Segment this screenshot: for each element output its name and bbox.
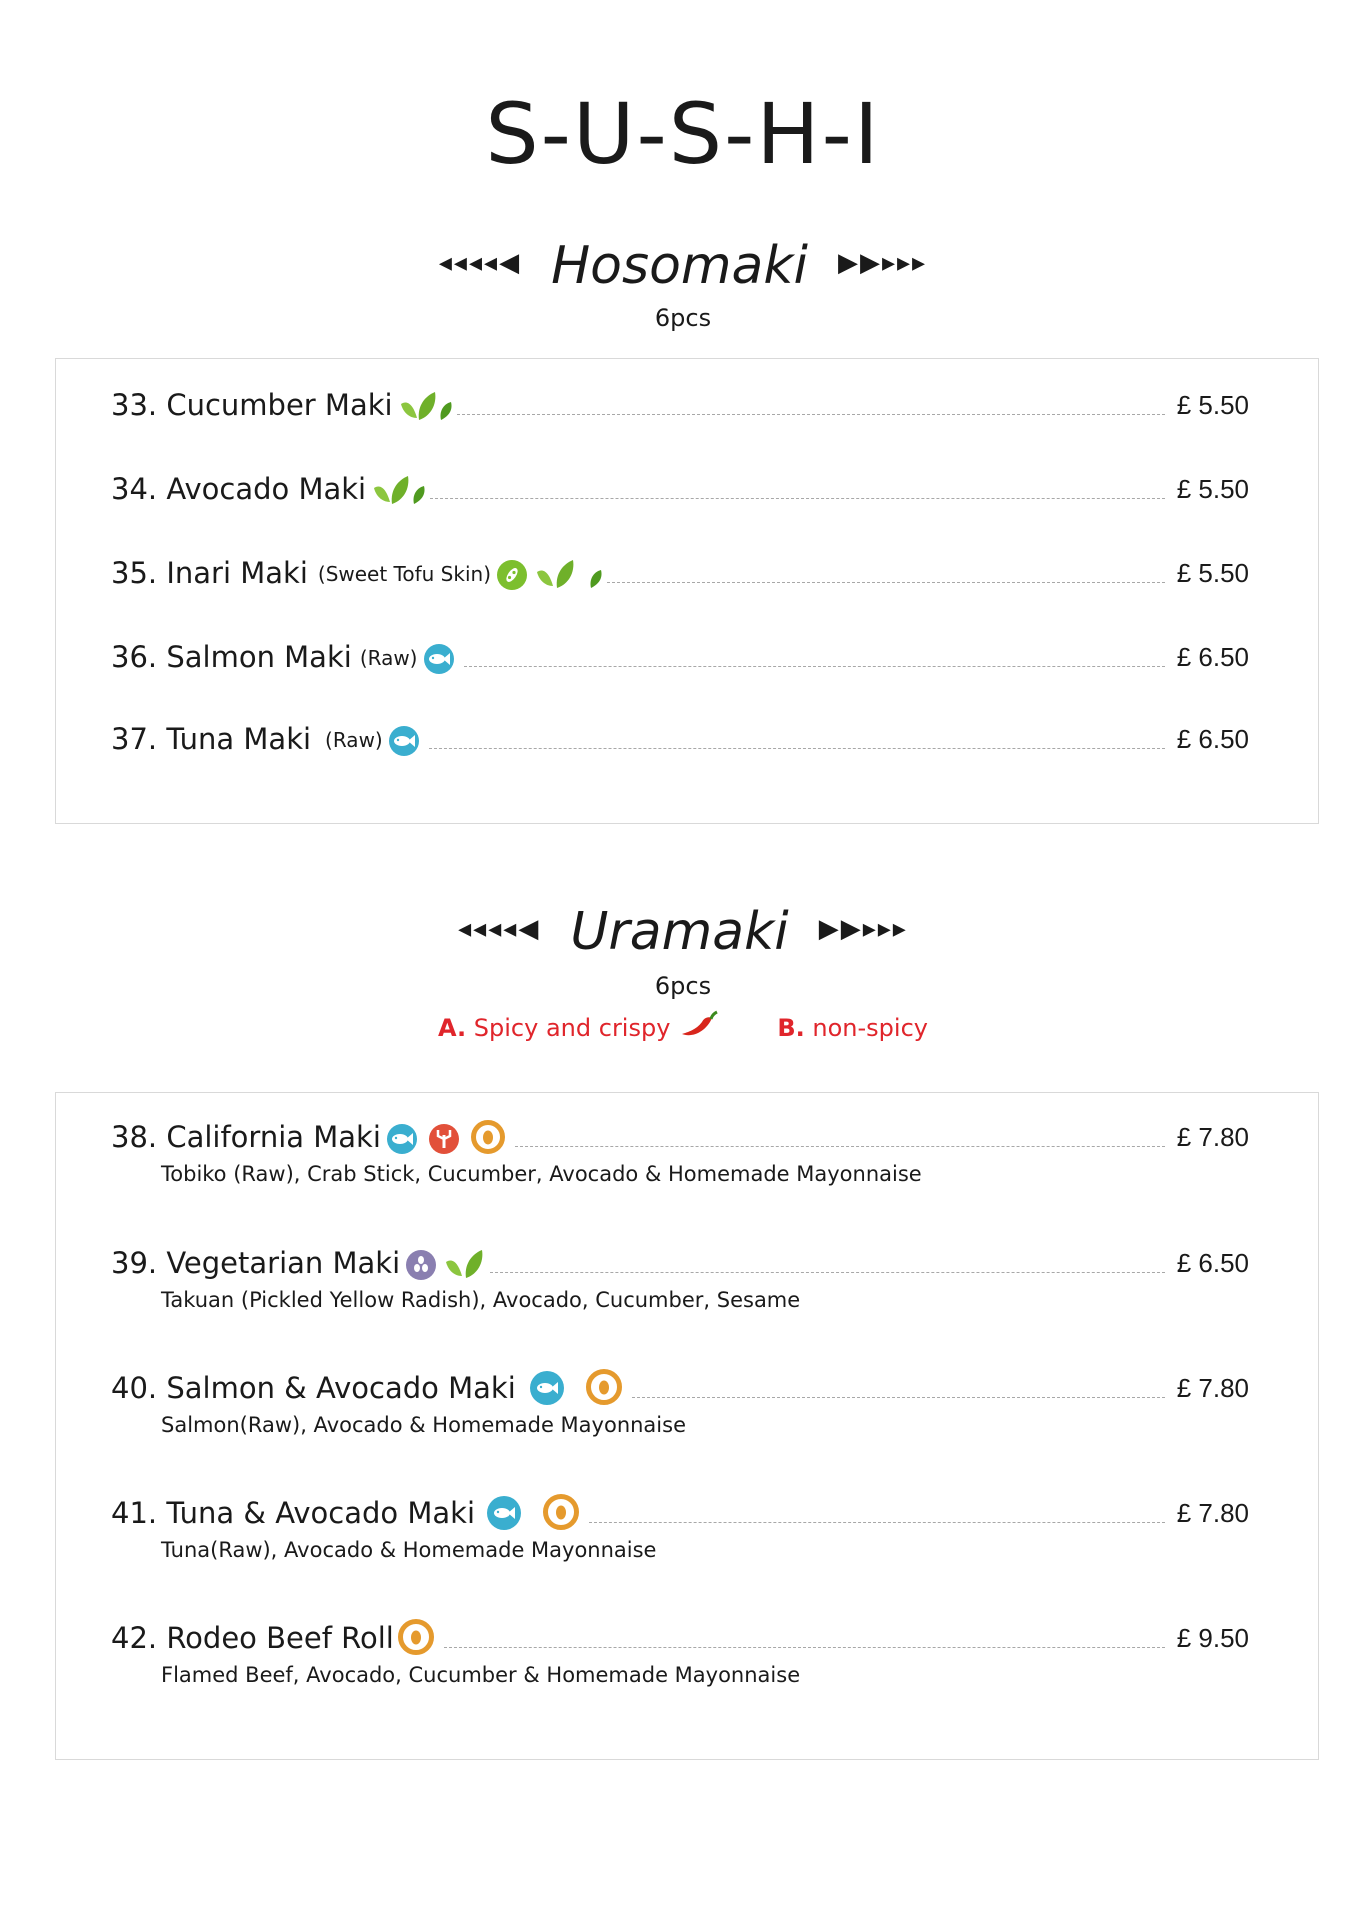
egg-icon <box>543 1494 579 1530</box>
leader-dots <box>464 666 1165 667</box>
fish-icon <box>424 644 454 674</box>
leader-dots <box>444 1647 1165 1648</box>
leader-dots <box>490 1272 1165 1273</box>
arrows-right-icon: ▶▶▸▸▸ <box>837 248 928 278</box>
item-price: £ 7.80 <box>1176 1498 1249 1528</box>
fish-icon <box>387 1124 417 1154</box>
item-price: £ 5.50 <box>1176 558 1249 588</box>
item-price: £ 6.50 <box>1176 642 1249 672</box>
fish-icon <box>487 1496 521 1530</box>
leader-dots <box>607 582 1165 583</box>
uramaki-title: Uramaki <box>570 902 789 962</box>
leaf-icon <box>533 558 603 590</box>
item-description: Tuna(Raw), Avocado & Homemade Mayonnaise <box>161 1538 657 1562</box>
item-name: 38. California Maki <box>111 1120 381 1154</box>
fish-icon <box>389 726 419 756</box>
arrows-right-icon: ▶▶▸▸▸ <box>818 914 908 944</box>
leader-dots <box>430 498 1165 499</box>
arrows-left-icon: ◂◂◂◂◀ <box>438 248 522 278</box>
uramaki-pcs: 6pcs <box>654 972 712 1000</box>
arrows-left-icon: ◂◂◂◂◀ <box>458 914 541 944</box>
item-description: Flamed Beef, Avocado, Cucumber & Homemade Mayonnaise <box>161 1663 801 1687</box>
leader-dots <box>429 748 1165 749</box>
item-name: 36. Salmon Maki <box>111 640 352 674</box>
egg-icon <box>471 1120 505 1154</box>
egg-icon <box>586 1369 622 1405</box>
leaf-icon <box>442 1248 486 1280</box>
item-price: £ 5.50 <box>1176 390 1249 420</box>
leaf-icon <box>399 390 453 422</box>
item-price: £ 7.80 <box>1176 1122 1249 1152</box>
item-name: 37. Tuna Maki <box>111 722 312 756</box>
legend-b-text: non-spicy <box>812 1014 928 1042</box>
item-name: 40. Salmon & Avocado Maki <box>111 1371 516 1405</box>
shellfish-icon <box>429 1124 459 1154</box>
item-price: £ 5.50 <box>1176 474 1249 504</box>
item-name: 35. Inari Maki <box>111 556 308 590</box>
item-note: (Raw) <box>359 646 418 670</box>
soy-icon <box>497 560 527 590</box>
item-description: Takuan (Pickled Yellow Radish), Avocado, Cucumber, Sesame <box>161 1288 801 1312</box>
item-name: 42. Rodeo Beef Roll <box>111 1621 394 1655</box>
legend-a-text: Spicy and crispy <box>473 1014 671 1042</box>
item-name: 34. Avocado Maki <box>111 472 367 506</box>
item-name: 39. Vegetarian Maki <box>111 1246 401 1280</box>
item-name: 41. Tuna & Avocado Maki <box>111 1496 476 1530</box>
hosomaki-heading <box>0 236 1366 296</box>
leader-dots <box>515 1146 1165 1147</box>
item-price: £ 6.50 <box>1176 724 1249 754</box>
hosomaki-title: Hosomaki <box>551 236 808 296</box>
sesame-icon <box>406 1250 436 1280</box>
leaf-icon <box>372 474 426 506</box>
fish-icon <box>530 1371 564 1405</box>
leader-dots <box>589 1522 1165 1523</box>
leader-dots <box>457 414 1165 415</box>
leader-dots <box>632 1397 1165 1398</box>
legend-a-letter: A. <box>438 1014 467 1042</box>
item-name: 33. Cucumber Maki <box>111 388 393 422</box>
item-note: (Sweet Tofu Skin) <box>317 562 491 586</box>
item-description: Salmon(Raw), Avocado & Homemade Mayonnaise <box>161 1413 686 1437</box>
legend-b-letter: B. <box>777 1014 805 1042</box>
item-price: £ 7.80 <box>1176 1373 1249 1403</box>
item-description: Tobiko (Raw), Crab Stick, Cucumber, Avocado & Homemade Mayonnaise <box>161 1162 922 1186</box>
item-note: (Raw) <box>325 728 383 752</box>
uramaki-heading <box>0 902 1366 962</box>
hosomaki-pcs: 6pcs <box>654 304 712 332</box>
chili-pepper-icon <box>678 1010 718 1040</box>
item-price: £ 6.50 <box>1176 1248 1249 1278</box>
spice-legend <box>0 1016 1366 1040</box>
item-price: £ 9.50 <box>1176 1623 1249 1653</box>
page-title: S-U-S-H-I <box>485 85 881 183</box>
egg-icon <box>398 1619 434 1655</box>
